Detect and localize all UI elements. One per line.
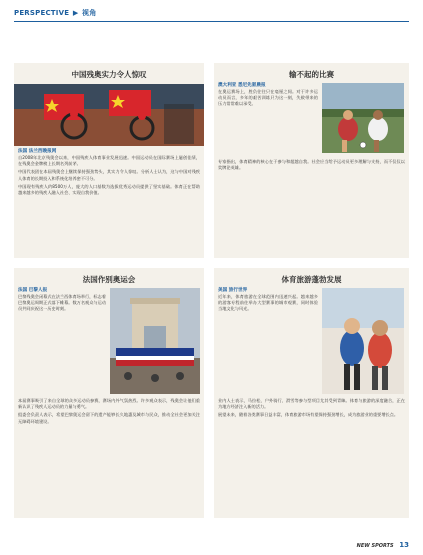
article-winners [214,63,409,258]
page-footer [357,541,409,549]
article-paragraph: 业内人士表示，马拉松、户外骑行、滑雪等参与型项目尤其受到青睐。体育与旅游的深度融合，正在为地方经济注入新的活力。 [218,398,405,410]
magazine-brand: NEW SPORTS [356,543,394,549]
article-source: 法国 巴黎人报 [18,288,48,293]
article-title: 法国作别奥运会 [82,275,136,284]
header-rule [14,21,409,22]
article-paragraph: 专家指出，体育精神的核心在于参与和超越自我。社会应当给予运动员更多理解与支持，而不仅仅以奖牌论英雄。 [218,159,405,171]
arrow-icon: ▶ [72,9,79,17]
subsection-label: 视角 [82,9,97,17]
article-travel [214,268,409,518]
article-photo-travel [322,288,404,394]
article-paragraph: 近年来，体育旅游在全球范围内迅速兴起。越来越多的游客专程前往举办大型赛事的城市观赛，同时体验当地文化与风光。 [218,294,318,312]
article-paragraph: 展望未来，随着各类赛事日益丰富，体育旅游市场有望保持强劲增长，成为旅游业的重要增长点。 [218,412,399,418]
article-source: 法国 法兰西晚报网 [18,149,57,154]
article-source: 美国 旅行世界 [218,288,248,293]
article-photo-winners [322,83,404,153]
article-paragraph: 组委会负责人表示，希望巴黎奥运会留下的遗产能够长久地惠及城市与民众，推动全社会更加关注无障碍环境建设。 [18,412,200,424]
article-photo-france [110,288,200,394]
article-paragraph: 自2008年北京残奥会以来，中国残疾人体育事业发展迅速。中国运动员在国际赛场上屡创佳绩，在残奥会金牌榜上长期名列前茅。 [18,155,200,167]
article-paragraph: 巴黎残奥会闭幕式在法兰西体育场举行，标志着巴黎奥运周期正式落下帷幕。数万名观众与运动员共同庆祝这一历史时刻。 [18,294,106,312]
article-title: 中国残奥实力令人惊叹 [71,70,147,79]
article-paragraph: 中国代表团在本届残奥会上继续保持强劲势头，其实力令人惊叹。分析人士认为，这与中国对残疾人体育的长期投入和系统化培养密不可分。 [18,169,200,181]
article-paragraph: 中国现有残疾人约8500万人，庞大的人口基数为选拔优秀运动员提供了坚实基础。体育正在帮助越来越多的残疾人融入社会、实现自我价值。 [18,183,200,196]
article-source: 澳大利亚 悉尼先驱晨报 [218,83,266,88]
article-title: 输不起的比赛 [289,70,334,79]
article-title: 体育旅游蓬勃发展 [281,275,342,284]
article-france [14,268,204,518]
article-paragraph: 在奥运赛场上，胜负往往只在毫厘之间。对于许多运动员而言，多年的艰苦训练只为这一刻，失败带来的压力常常难以承受。 [218,89,318,107]
article-china [14,63,204,258]
article-photo-china [14,84,204,146]
article-paragraph: 本届赛事吸引了来自全球的众多运动员参赛，赛场内外气氛热烈。许多观众表示，残奥会让他们重新认识了残疾人运动员的力量与勇气。 [18,398,200,410]
section-header [14,8,96,20]
page-number: 13 [399,541,409,549]
section-label: PERSPECTIVE [14,9,70,17]
